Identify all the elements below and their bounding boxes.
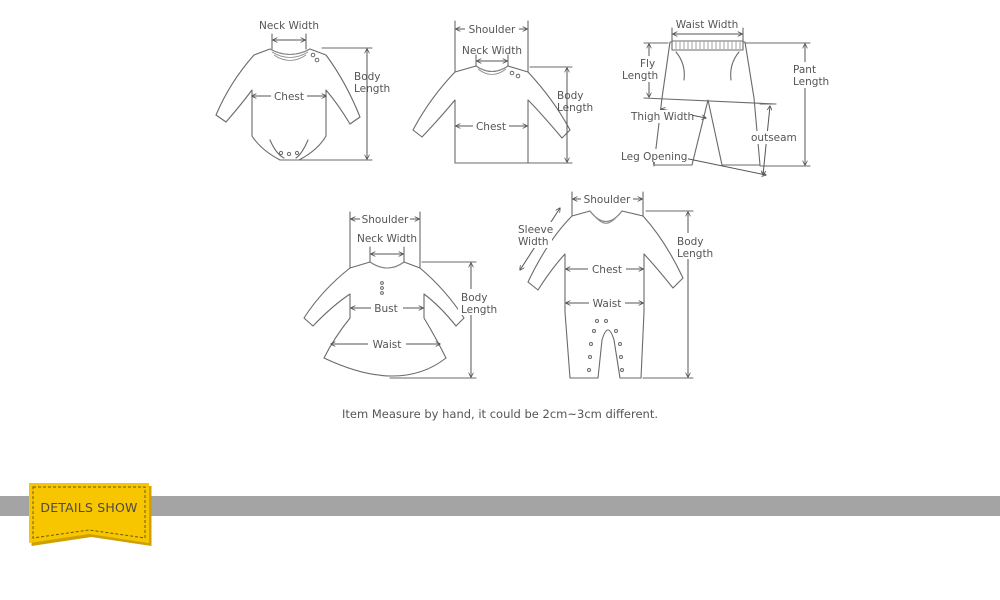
dress-waist-label: Waist <box>372 339 402 351</box>
pants-outseam-label: outseam <box>751 132 797 144</box>
top-illustration <box>413 66 570 163</box>
dress-shoulder-label: Shoulder <box>361 214 409 226</box>
romper-chest-label: Chest <box>591 264 623 276</box>
pants-pant-length-label-1: Pant <box>793 64 817 76</box>
romper-sleeve-width-label-2: Width <box>518 236 549 248</box>
romper-sleeve-width-label-1: Sleeve <box>518 224 554 236</box>
dress-neck-width-label: Neck Width <box>356 233 418 245</box>
bodysuit-body-length-label-2: Length <box>354 83 391 95</box>
romper-waist-label: Waist <box>592 298 622 310</box>
details-show-label: DETAILS SHOW <box>40 500 138 515</box>
romper-body-length-label-2: Length <box>677 248 714 260</box>
pants-fly-length-label-2: Length <box>622 70 659 82</box>
details-show-tag <box>28 482 152 552</box>
measurement-note: Item Measure by hand, it could be 2cm~3cm different. <box>341 407 659 421</box>
top-body-length-label-2: Length <box>557 102 594 114</box>
bodysuit-chest-label: Chest <box>273 91 305 103</box>
dress-bust-label: Bust <box>374 303 398 315</box>
dress-body-length-label-1: Body <box>461 292 488 304</box>
pants-waist-width-label: Waist Width <box>675 19 739 31</box>
bodysuit-illustration <box>216 49 360 160</box>
top-shoulder-label: Shoulder <box>468 24 516 36</box>
pants-pant-length-label-2: Length <box>793 76 830 88</box>
dress-illustration <box>304 262 464 376</box>
bodysuit-neck-width-label: Neck Width <box>258 20 320 32</box>
pants-fly-length-label-1: Fly <box>640 58 656 70</box>
pants-thigh-width-label: Thigh Width <box>631 111 695 123</box>
romper-body-length-label-1: Body <box>677 236 704 248</box>
top-neck-width-label: Neck Width <box>461 45 523 57</box>
bodysuit-body-length-label-1: Body <box>354 71 381 83</box>
top-chest-label: Chest <box>475 121 507 133</box>
pants-illustration <box>644 41 776 165</box>
romper-shoulder-label: Shoulder <box>583 194 631 206</box>
top-body-length-label-1: Body <box>557 90 584 102</box>
pants-leg-opening-label: Leg Opening <box>621 151 688 163</box>
dress-body-length-label-2: Length <box>461 304 498 316</box>
